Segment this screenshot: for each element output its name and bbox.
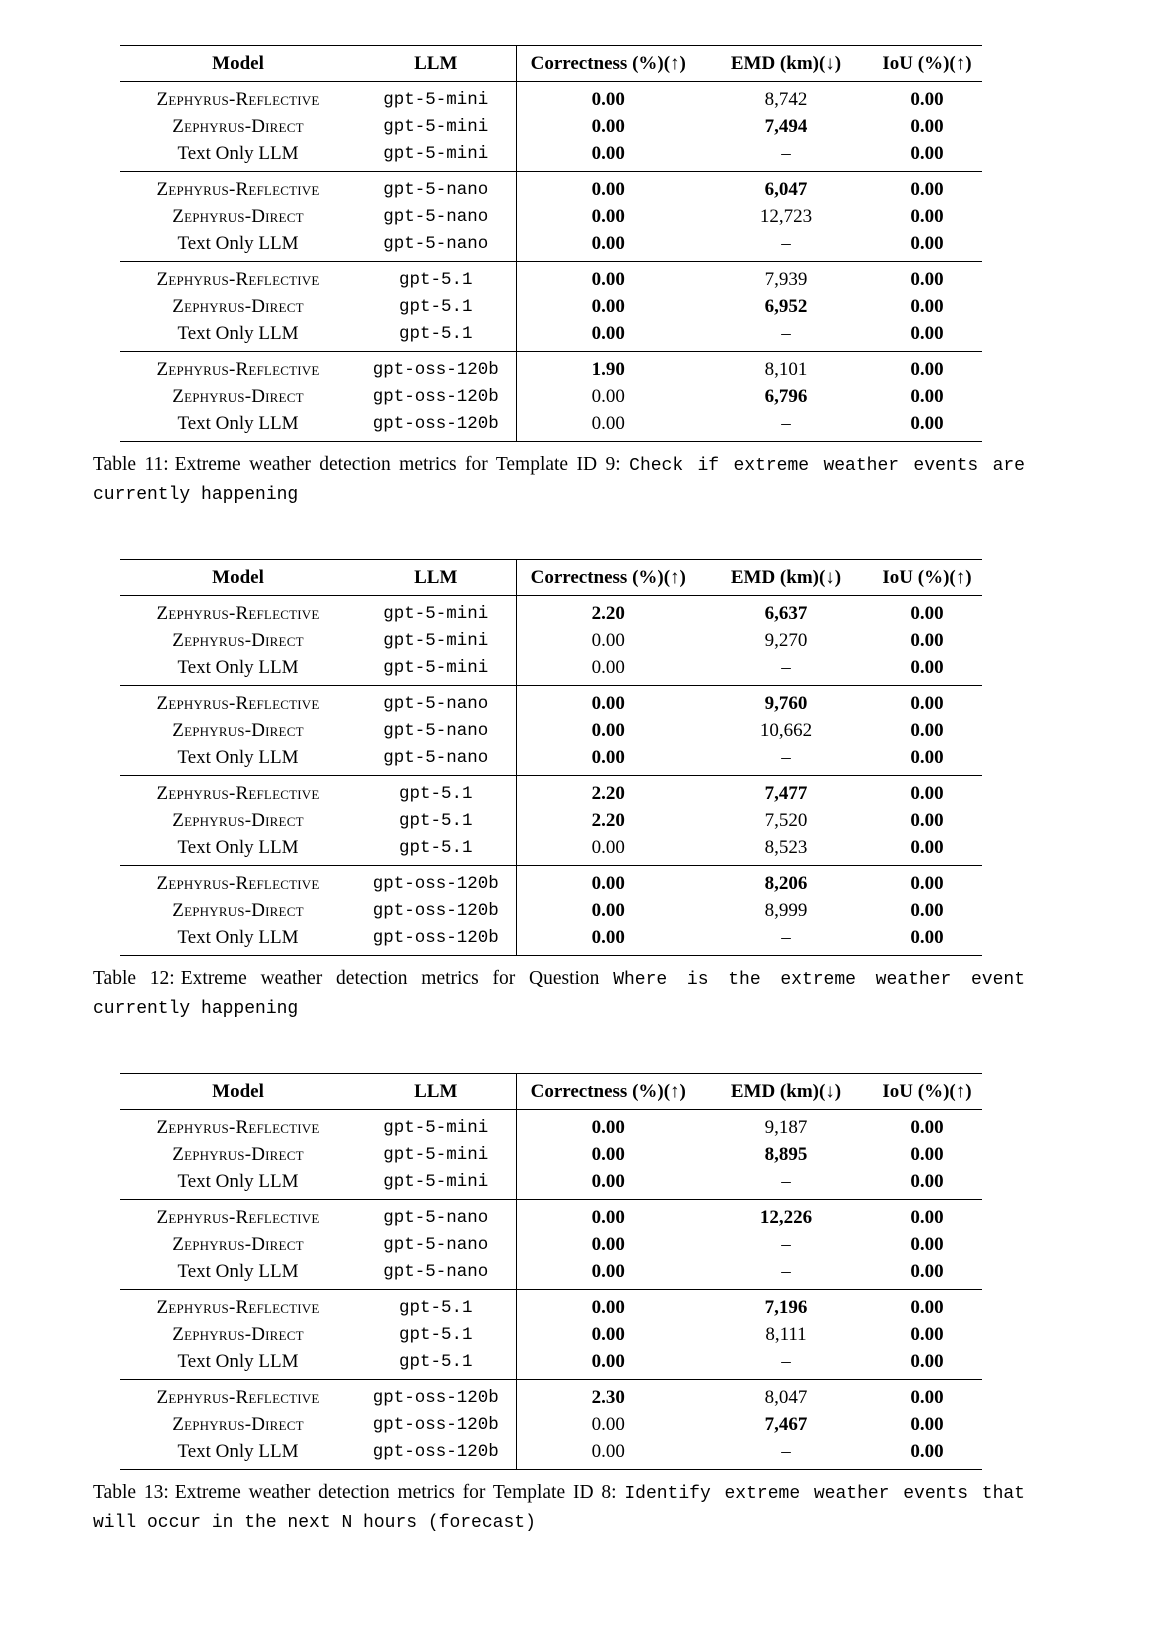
- iou-cell: 0.00: [910, 1234, 944, 1255]
- llm-cell: gpt-5-mini: [383, 631, 489, 651]
- correctness-cell: 0.00: [516, 114, 700, 141]
- iou-cell: 0.00: [872, 1110, 982, 1142]
- correctness-cell: 0.00: [516, 1259, 700, 1290]
- llm-cell: gpt-5.1: [356, 776, 516, 808]
- model-cell: Zephyrus-Reflective: [120, 1290, 356, 1322]
- header-row: [120, 560, 982, 596]
- table-13-caption: [93, 1479, 1025, 1537]
- model-cell: Zephyrus-Reflective: [120, 776, 356, 808]
- llm-cell: gpt-oss-120b: [372, 901, 499, 921]
- table-row: [120, 352, 982, 384]
- emd-cell: 7,520: [764, 810, 808, 831]
- llm-cell: gpt-5.1: [398, 297, 473, 317]
- model-cell: Zephyrus-Reflective: [120, 82, 356, 114]
- correctness-cell: 0.00: [516, 172, 700, 204]
- iou-cell: 0.00: [910, 143, 944, 164]
- model-cell: Text Only LLM: [120, 925, 356, 956]
- emd-cell: 8,111: [765, 1324, 807, 1345]
- iou-cell: 0.00: [910, 296, 944, 317]
- emd-cell: 12,723: [759, 206, 813, 227]
- correctness-cell: 0.00: [516, 204, 700, 231]
- llm-cell: gpt-5-nano: [383, 1262, 489, 1282]
- table-row: [120, 745, 982, 776]
- caption-label: Table 11:: [93, 454, 169, 475]
- iou-cell: 0.00: [872, 352, 982, 384]
- llm-cell: gpt-5.1: [398, 838, 473, 858]
- table-row: [120, 1142, 982, 1169]
- iou-column-header: IoU (%)(↑): [872, 46, 982, 82]
- header-row: [120, 1074, 982, 1110]
- table-row: [120, 141, 982, 172]
- model-cell: Zephyrus-Reflective: [120, 1110, 356, 1142]
- model-cell: Zephyrus-Direct: [172, 1414, 304, 1435]
- correctness-cell: 0.00: [516, 384, 700, 411]
- iou-cell: 0.00: [910, 837, 944, 858]
- model-cell: Text Only LLM: [177, 1171, 299, 1192]
- caption-text: Extreme weather detection metrics for Template ID 8:: [174, 1482, 617, 1503]
- caption-code: Where is the extreme weather event currently happening: [93, 970, 1025, 1019]
- table-row: [120, 1232, 982, 1259]
- correctness-cell: 0.00: [516, 745, 700, 776]
- llm-cell: gpt-oss-120b: [372, 1415, 499, 1435]
- llm-cell: gpt-5-mini: [356, 82, 516, 114]
- llm-cell: gpt-oss-120b: [356, 866, 516, 898]
- table-row: [120, 1349, 982, 1380]
- emd-cell: –: [700, 1439, 872, 1470]
- iou-cell: 0.00: [910, 323, 944, 344]
- correctness-column-header: Correctness (%)(↑): [516, 560, 700, 596]
- model-column-header: Model: [120, 46, 356, 82]
- iou-cell: 0.00: [910, 810, 944, 831]
- metrics-table-13: [120, 1073, 982, 1470]
- table-row: [120, 204, 982, 231]
- emd-cell: –: [781, 233, 791, 254]
- model-cell: Text Only LLM: [177, 1261, 299, 1282]
- llm-cell: gpt-5-mini: [383, 658, 489, 678]
- correctness-cell: 0.00: [516, 82, 700, 114]
- correctness-cell: 0.00: [516, 294, 700, 321]
- correctness-cell: 2.30: [516, 1380, 700, 1412]
- header-row: [120, 46, 982, 82]
- table-row: [120, 1322, 982, 1349]
- model-cell: Zephyrus-Reflective: [120, 596, 356, 628]
- iou-cell: 0.00: [872, 172, 982, 204]
- correctness-cell: 2.20: [516, 596, 700, 628]
- emd-cell: 9,187: [700, 1110, 872, 1142]
- model-cell: Text Only LLM: [177, 233, 299, 254]
- llm-cell: gpt-5.1: [398, 1325, 473, 1345]
- llm-cell: gpt-oss-120b: [356, 1439, 516, 1470]
- llm-cell: gpt-5-nano: [356, 1200, 516, 1232]
- correctness-cell: 2.20: [516, 808, 700, 835]
- caption-label: Table 13:: [93, 1482, 169, 1503]
- caption-code: Check if extreme weather events are currently happening: [93, 456, 1025, 505]
- correctness-cell: 0.00: [516, 1290, 700, 1322]
- emd-cell: 9,760: [700, 686, 872, 718]
- llm-cell: gpt-oss-120b: [372, 387, 499, 407]
- correctness-cell: 0.00: [516, 686, 700, 718]
- table-row: [120, 628, 982, 655]
- correctness-cell: 0.00: [516, 898, 700, 925]
- metrics-table-11: [120, 45, 982, 442]
- table-row: [120, 835, 982, 866]
- table-row: [120, 114, 982, 141]
- iou-cell: 0.00: [872, 866, 982, 898]
- correctness-cell: 0.00: [516, 1322, 700, 1349]
- emd-cell: –: [781, 143, 791, 164]
- iou-cell: 0.00: [872, 82, 982, 114]
- model-cell: Zephyrus-Direct: [172, 1144, 304, 1165]
- llm-cell: gpt-5.1: [356, 1290, 516, 1322]
- correctness-cell: 0.00: [516, 1232, 700, 1259]
- table-row: [120, 321, 982, 352]
- correctness-cell: 0.00: [516, 1349, 700, 1380]
- table-row: [120, 866, 982, 898]
- iou-cell: 0.00: [910, 657, 944, 678]
- correctness-cell: 0.00: [516, 1200, 700, 1232]
- model-cell: Text Only LLM: [177, 747, 299, 768]
- llm-cell: gpt-oss-120b: [356, 1380, 516, 1412]
- llm-cell: gpt-5-nano: [383, 748, 489, 768]
- emd-cell: 7,467: [764, 1414, 808, 1435]
- llm-cell: gpt-oss-120b: [356, 925, 516, 956]
- llm-cell: gpt-oss-120b: [356, 352, 516, 384]
- iou-cell: 0.00: [910, 1414, 944, 1435]
- model-cell: Zephyrus-Direct: [172, 900, 304, 921]
- model-cell: Zephyrus-Reflective: [120, 1380, 356, 1412]
- model-cell: Zephyrus-Direct: [172, 810, 304, 831]
- model-cell: Zephyrus-Direct: [172, 206, 304, 227]
- table-row: [120, 82, 982, 114]
- table-row: [120, 1439, 982, 1470]
- iou-cell: 0.00: [872, 411, 982, 442]
- iou-cell: 0.00: [910, 233, 944, 254]
- correctness-column-header: Correctness (%)(↑): [516, 1074, 700, 1110]
- emd-cell: 8,101: [700, 352, 872, 384]
- table-row: [120, 172, 982, 204]
- table-row: [120, 1200, 982, 1232]
- iou-cell: 0.00: [872, 262, 982, 294]
- emd-cell: 7,494: [764, 116, 808, 137]
- table-row: [120, 411, 982, 442]
- emd-cell: 8,895: [764, 1144, 808, 1165]
- table-row: [120, 294, 982, 321]
- iou-cell: 0.00: [910, 1324, 944, 1345]
- iou-cell: 0.00: [872, 686, 982, 718]
- llm-cell: gpt-5.1: [398, 811, 473, 831]
- llm-cell: gpt-5-nano: [383, 1235, 489, 1255]
- model-column-header: Model: [120, 560, 356, 596]
- table-row: [120, 1290, 982, 1322]
- emd-column-header: EMD (km)(↓): [700, 560, 872, 596]
- model-cell: Text Only LLM: [120, 1439, 356, 1470]
- correctness-cell: 0.00: [516, 231, 700, 262]
- iou-cell: 0.00: [872, 1439, 982, 1470]
- model-cell: Text Only LLM: [177, 323, 299, 344]
- llm-cell: gpt-5-mini: [356, 596, 516, 628]
- llm-cell: gpt-5-mini: [356, 1110, 516, 1142]
- iou-cell: 0.00: [872, 1380, 982, 1412]
- model-cell: Text Only LLM: [177, 837, 299, 858]
- table-11-caption: [93, 451, 1025, 509]
- model-cell: Zephyrus-Reflective: [120, 866, 356, 898]
- llm-column-header: LLM: [356, 560, 516, 596]
- llm-cell: gpt-5-mini: [383, 117, 489, 137]
- caption-text: Extreme weather detection metrics for Question: [180, 968, 600, 989]
- iou-cell: 0.00: [910, 206, 944, 227]
- emd-cell: 8,742: [700, 82, 872, 114]
- correctness-cell: 0.00: [516, 1142, 700, 1169]
- emd-cell: 6,952: [764, 296, 808, 317]
- model-cell: Zephyrus-Direct: [172, 296, 304, 317]
- iou-cell: 0.00: [910, 1144, 944, 1165]
- table-13-section: [93, 1073, 1093, 1537]
- llm-cell: gpt-5-nano: [383, 207, 489, 227]
- iou-cell: 0.00: [910, 747, 944, 768]
- iou-cell: 0.00: [872, 776, 982, 808]
- table-row: [120, 384, 982, 411]
- table-11-section: [93, 45, 1093, 509]
- model-cell: Zephyrus-Direct: [172, 386, 304, 407]
- table-row: [120, 231, 982, 262]
- emd-cell: –: [700, 411, 872, 442]
- emd-column-header: EMD (km)(↓): [700, 1074, 872, 1110]
- model-cell: Zephyrus-Reflective: [120, 262, 356, 294]
- correctness-cell: 0.00: [516, 141, 700, 172]
- iou-cell: 0.00: [910, 1351, 944, 1372]
- iou-cell: 0.00: [872, 596, 982, 628]
- model-cell: Zephyrus-Reflective: [120, 686, 356, 718]
- emd-cell: –: [781, 1171, 791, 1192]
- table-row: [120, 1259, 982, 1290]
- correctness-cell: 0.00: [516, 1412, 700, 1439]
- correctness-cell: 0.00: [516, 835, 700, 866]
- correctness-cell: 0.00: [516, 655, 700, 686]
- emd-cell: 7,939: [700, 262, 872, 294]
- caption-text: Extreme weather detection metrics for Template ID 9:: [174, 454, 621, 475]
- model-cell: Zephyrus-Reflective: [120, 1200, 356, 1232]
- caption-code: Identify extreme weather events that will occur in the next N hours (forecast): [93, 1484, 1025, 1533]
- correctness-cell: 0.00: [516, 1110, 700, 1142]
- model-cell: Zephyrus-Direct: [172, 630, 304, 651]
- emd-cell: –: [781, 1351, 791, 1372]
- table-row: [120, 808, 982, 835]
- emd-cell: 8,523: [764, 837, 808, 858]
- iou-cell: 0.00: [910, 720, 944, 741]
- emd-cell: 8,047: [700, 1380, 872, 1412]
- emd-cell: 6,637: [700, 596, 872, 628]
- emd-cell: 6,796: [764, 386, 808, 407]
- table-row: [120, 1169, 982, 1200]
- correctness-cell: 0.00: [516, 411, 700, 442]
- table-row: [120, 925, 982, 956]
- iou-cell: 0.00: [910, 630, 944, 651]
- correctness-cell: 0.00: [516, 718, 700, 745]
- emd-cell: 7,477: [700, 776, 872, 808]
- correctness-column-header: Correctness (%)(↑): [516, 46, 700, 82]
- table-row: [120, 1380, 982, 1412]
- llm-cell: gpt-5-nano: [356, 686, 516, 718]
- emd-cell: 6,047: [700, 172, 872, 204]
- correctness-cell: 0.00: [516, 1439, 700, 1470]
- iou-cell: 0.00: [910, 386, 944, 407]
- llm-cell: gpt-oss-120b: [356, 411, 516, 442]
- llm-cell: gpt-5-nano: [383, 234, 489, 254]
- table-row: [120, 1412, 982, 1439]
- model-cell: Text Only LLM: [177, 143, 299, 164]
- table-row: [120, 1110, 982, 1142]
- emd-cell: –: [781, 1261, 791, 1282]
- emd-cell: –: [781, 323, 791, 344]
- emd-cell: –: [781, 1234, 791, 1255]
- emd-cell: 10,662: [759, 720, 813, 741]
- correctness-cell: 0.00: [516, 321, 700, 352]
- table-row: [120, 655, 982, 686]
- llm-cell: gpt-5-nano: [356, 172, 516, 204]
- table-row: [120, 262, 982, 294]
- model-cell: Zephyrus-Direct: [172, 1234, 304, 1255]
- iou-cell: 0.00: [910, 1261, 944, 1282]
- iou-cell: 0.00: [872, 1200, 982, 1232]
- emd-cell: –: [700, 925, 872, 956]
- table-row: [120, 898, 982, 925]
- table-12-caption: [93, 965, 1025, 1023]
- table-row: [120, 596, 982, 628]
- correctness-cell: 2.20: [516, 776, 700, 808]
- model-cell: Text Only LLM: [120, 411, 356, 442]
- model-cell: Zephyrus-Direct: [172, 720, 304, 741]
- llm-column-header: LLM: [356, 1074, 516, 1110]
- correctness-cell: 1.90: [516, 352, 700, 384]
- model-cell: Zephyrus-Direct: [172, 1324, 304, 1345]
- llm-column-header: LLM: [356, 46, 516, 82]
- model-cell: Zephyrus-Reflective: [120, 172, 356, 204]
- model-cell: Zephyrus-Direct: [172, 116, 304, 137]
- model-cell: Zephyrus-Reflective: [120, 352, 356, 384]
- llm-cell: gpt-5-nano: [383, 721, 489, 741]
- emd-cell: 12,226: [700, 1200, 872, 1232]
- correctness-cell: 0.00: [516, 628, 700, 655]
- emd-cell: 8,999: [764, 900, 808, 921]
- llm-cell: gpt-5.1: [398, 1352, 473, 1372]
- table-row: [120, 686, 982, 718]
- table-row: [120, 718, 982, 745]
- llm-cell: gpt-5.1: [356, 262, 516, 294]
- table-row: [120, 776, 982, 808]
- iou-cell: 0.00: [910, 1171, 944, 1192]
- correctness-cell: 0.00: [516, 1169, 700, 1200]
- emd-column-header: EMD (km)(↓): [700, 46, 872, 82]
- caption-label: Table 12:: [93, 968, 175, 989]
- iou-column-header: IoU (%)(↑): [872, 1074, 982, 1110]
- model-cell: Text Only LLM: [177, 1351, 299, 1372]
- llm-cell: gpt-5.1: [398, 324, 473, 344]
- model-column-header: Model: [120, 1074, 356, 1110]
- iou-cell: 0.00: [872, 925, 982, 956]
- iou-cell: 0.00: [910, 116, 944, 137]
- llm-cell: gpt-5-mini: [383, 144, 489, 164]
- emd-cell: 7,196: [700, 1290, 872, 1322]
- llm-cell: gpt-5-mini: [383, 1145, 489, 1165]
- table-12-section: [93, 559, 1093, 1023]
- emd-cell: 8,206: [700, 866, 872, 898]
- emd-cell: 9,270: [764, 630, 808, 651]
- correctness-cell: 0.00: [516, 925, 700, 956]
- iou-cell: 0.00: [910, 900, 944, 921]
- llm-cell: gpt-5-mini: [383, 1172, 489, 1192]
- emd-cell: –: [781, 747, 791, 768]
- metrics-table-12: [120, 559, 982, 956]
- emd-cell: –: [781, 657, 791, 678]
- iou-cell: 0.00: [872, 1290, 982, 1322]
- model-cell: Text Only LLM: [177, 657, 299, 678]
- correctness-cell: 0.00: [516, 262, 700, 294]
- correctness-cell: 0.00: [516, 866, 700, 898]
- iou-column-header: IoU (%)(↑): [872, 560, 982, 596]
